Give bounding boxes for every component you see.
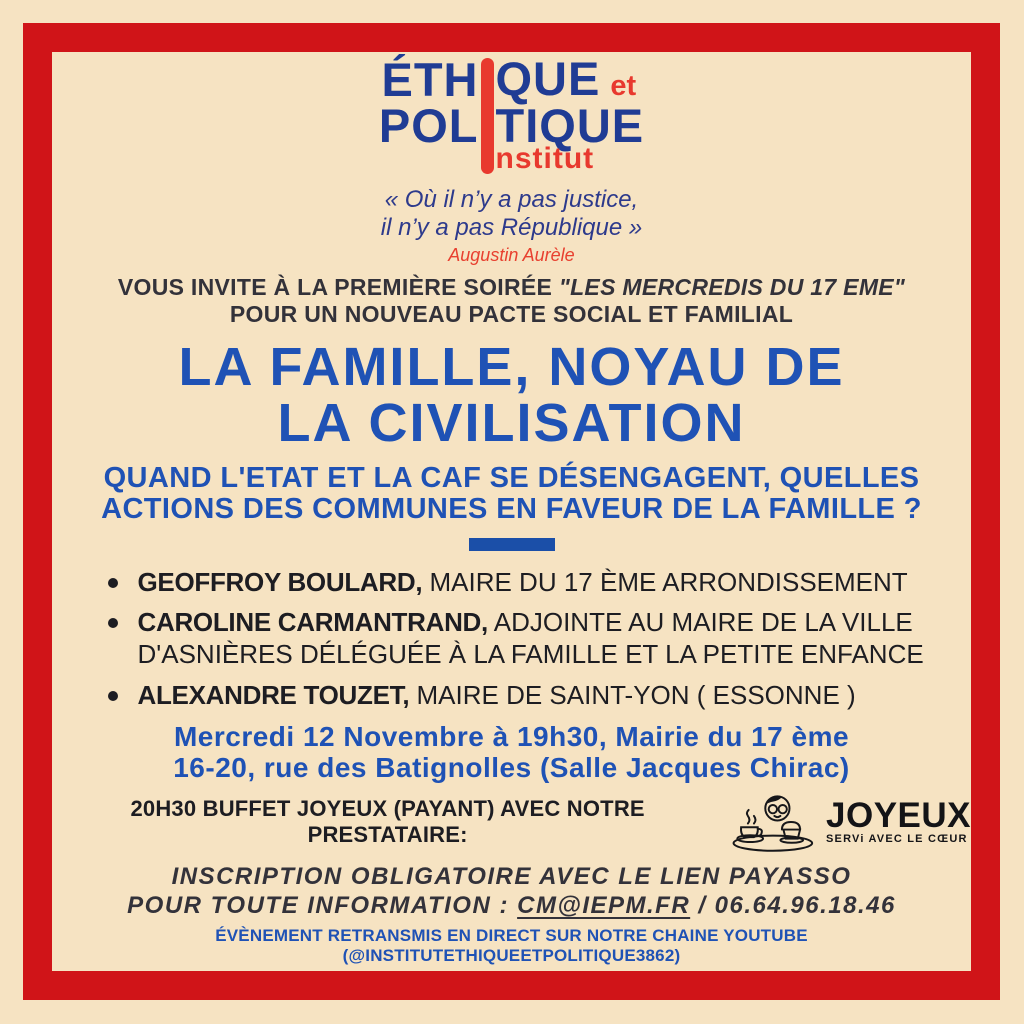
- event-title-line-2: LA CIVILISATION: [277, 392, 746, 453]
- speaker-role: ADJOINTE AU MAIRE DE LA VILLE D'ASNIÈRES DÉLÉGUÉE À LA FAMILLE ET LA PETITE ENFANCE: [137, 607, 924, 670]
- registration-line-2: [52, 892, 971, 920]
- registration-line-1: INSCRIPTION OBLIGATOIRE AVEC LE LIEN PAYASSO: [171, 863, 852, 891]
- youtube-note: [52, 926, 971, 966]
- event-address: 16-20, rue des Batignolles (Salle Jacques Chirac): [173, 751, 850, 783]
- speaker-role: MAIRE DU 17 ÈME ARRONDISSEMENT: [422, 566, 908, 597]
- logo-word-ethique-right: QUE et: [495, 52, 637, 105]
- speaker-name: GEOFFROY BOULARD,: [137, 566, 423, 597]
- quote-author: Augustin Aurèle: [448, 245, 575, 266]
- event-subtitle-line-2: ACTIONS DES COMMUNES EN FAVEUR DE LA FAMILLE ?: [101, 492, 922, 525]
- bullet-dot-icon: [108, 618, 118, 628]
- event-subtitle: [52, 463, 971, 525]
- speakers-list: [96, 567, 928, 712]
- joyeux-logo: [826, 796, 971, 846]
- joyeux-illustration-icon: [729, 790, 820, 854]
- institute-logo: [378, 52, 645, 178]
- invite-line-1-regular: VOUS INVITE À LA PREMIÈRE SOIRÉE: [117, 274, 559, 301]
- invite-line-1-italic: "LES MERCREDIS DU 17 EME": [558, 274, 906, 301]
- youtube-handle: (@INSTITUTETHIQUEETPOLITIQUE3862): [342, 945, 681, 965]
- bullet-dot-icon: [108, 578, 118, 588]
- logo-i-bar: [481, 58, 494, 174]
- registration-line-2-prefix: POUR TOUTE INFORMATION :: [127, 891, 518, 919]
- quote-line-1: « Où il n’y a pas justice,: [384, 186, 639, 213]
- logo-et: et: [610, 70, 637, 102]
- invite-line-1: [52, 274, 971, 301]
- speaker-item: [96, 567, 928, 599]
- invite-line-2: POUR UN NOUVEAU PACTE SOCIAL ET FAMILIAL: [229, 301, 794, 328]
- buffet-text: 20H30 BUFFET JOYEUX (PAYANT) AVEC NOTRE PRESTATAIRE:: [130, 796, 645, 848]
- registration-note: [52, 863, 971, 920]
- event-title-line-1: LA FAMILLE, NOYAU DE: [178, 337, 845, 398]
- speaker-name: ALEXANDRE TOUZET,: [137, 679, 410, 710]
- quote-text: [52, 186, 971, 241]
- poster-content: [52, 52, 971, 971]
- divider-bar: [469, 538, 555, 551]
- joyeux-wordmark: JOYEUX: [826, 796, 971, 836]
- joyeux-tagline: SERVi AVEC LE CŒUR: [826, 833, 968, 846]
- youtube-line-1: ÉVÈNEMENT RETRANSMIS EN DIRECT SUR NOTRE CHAINE YOUTUBE: [215, 925, 808, 945]
- logo-word-politique-right: TIQUE: [495, 98, 645, 152]
- speaker-item: [96, 607, 928, 670]
- speaker-name: CAROLINE CARMANTRAND,: [137, 607, 488, 638]
- registration-phone: / 06.64.96.18.46: [690, 891, 896, 919]
- event-datetime-block: [52, 721, 971, 784]
- event-subtitle-line-1: QUAND L'ETAT ET LA CAF SE DÉSENGAGENT, QUELLES: [103, 461, 920, 494]
- event-title: [52, 337, 971, 453]
- invite-line: [52, 274, 971, 328]
- speaker-role: MAIRE DE SAINT-YON ( ESSONNE ): [409, 679, 856, 710]
- event-datetime: Mercredi 12 Novembre à 19h30, Mairie du 17 ème: [173, 720, 850, 752]
- bullet-dot-icon: [108, 691, 118, 701]
- speaker-item: [96, 680, 928, 712]
- logo-word-politique-left: POL: [378, 98, 479, 152]
- quote-line-2: il n’y a pas République »: [380, 213, 643, 241]
- logo-word-ethique-left: ÉTH: [381, 52, 479, 106]
- logo-institut: nstitut: [495, 142, 595, 175]
- buffet-row: [52, 790, 971, 854]
- registration-email-link[interactable]: CM@IEPM.FR: [517, 891, 691, 919]
